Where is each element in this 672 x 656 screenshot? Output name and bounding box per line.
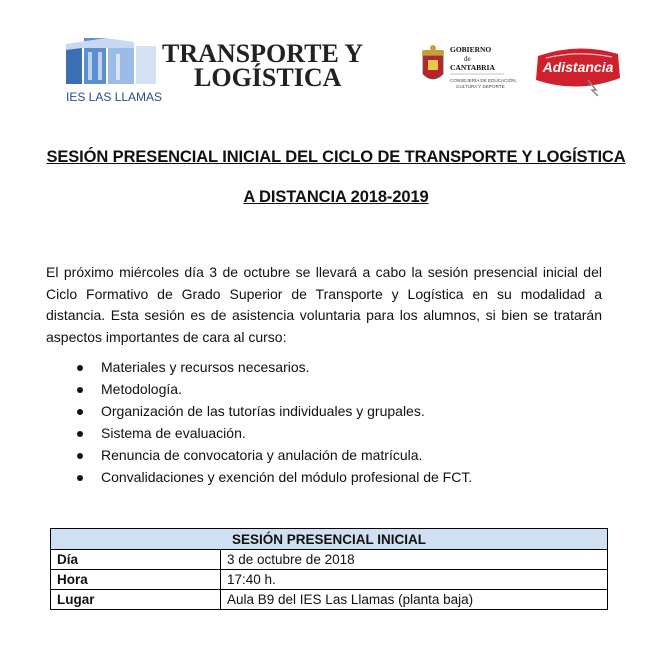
- list-item: [46, 401, 602, 423]
- topic-text: Convalidaciones y exención del módulo profesional de FCT.: [101, 469, 473, 485]
- coat-of-arms-icon: [422, 45, 444, 79]
- row-label: Lugar: [51, 590, 221, 610]
- gobierno-logo-sub1: CONSEJERÍA DE EDUCACIÓN,: [450, 78, 517, 83]
- document-title-line2: A DISTANCIA 2018-2019: [243, 188, 429, 206]
- document-title-line1: SESIÓN PRESENCIAL INICIAL DEL CICLO DE TRANSPORTE Y LOGÍSTICA: [46, 148, 626, 166]
- ies-logo-title-line1: TRANSPORTE Y: [162, 39, 364, 68]
- topic-text: Metodología.: [101, 381, 182, 397]
- gobierno-logo-sub2: CULTURA Y DEPORTE: [456, 84, 505, 89]
- list-item: [46, 445, 602, 467]
- gobierno-logo-line1: GOBIERNO: [450, 45, 492, 54]
- gobierno-logo-line2: de: [464, 55, 471, 63]
- gobierno-cantabria-logo: [420, 42, 517, 100]
- bullet-icon: [77, 475, 83, 481]
- gobierno-logo-line3: CANTABRIA: [450, 63, 495, 72]
- row-label: Día: [51, 550, 221, 570]
- bullet-icon: [77, 365, 83, 371]
- ies-logo-title-line2: LOGÍSTICA: [194, 63, 342, 92]
- session-info-table: [50, 528, 608, 610]
- topic-text: Renuncia de convocatoria y anulación de matrícula.: [101, 447, 423, 463]
- ies-logo-school: IES LAS LLAMAS: [66, 90, 163, 104]
- table-header-row: [51, 529, 608, 550]
- bullet-icon: [77, 387, 83, 393]
- row-value: Aula B9 del IES Las Llamas (planta baja): [221, 590, 608, 610]
- list-item: [46, 379, 602, 401]
- table-row: [51, 570, 608, 590]
- table-row: [51, 590, 608, 610]
- ies-las-llamas-logo: [62, 34, 382, 106]
- topic-text: Materiales y recursos necesarios.: [101, 359, 310, 375]
- intro-paragraph: El próximo miércoles día 3 de octubre se llevará a cabo la sesión presencial inicial del Ciclo Formativo de Grado Superior de Transporte y Logística en su modalidad a distancia. Esta sesión es de asistencia voluntaria para los alumnos, si bien se tratarán aspectos importantes de cara al curso:: [46, 264, 602, 345]
- list-item: [46, 357, 602, 379]
- list-item: [46, 423, 602, 445]
- bullet-icon: [77, 409, 83, 415]
- bullet-icon: [77, 453, 83, 459]
- adistancia-logo: [532, 44, 624, 96]
- adistancia-logo-text: Adistancia: [542, 59, 614, 75]
- row-value: 17:40 h.: [221, 570, 608, 590]
- list-item: [46, 467, 602, 489]
- table-row: [51, 550, 608, 570]
- row-label: Hora: [51, 570, 221, 590]
- row-value: 3 de octubre de 2018: [221, 550, 608, 570]
- topic-text: Organización de las tutorías individuales y grupales.: [101, 403, 425, 419]
- topic-text: Sistema de evaluación.: [101, 425, 246, 441]
- bullet-icon: [77, 431, 83, 437]
- topics-list: [46, 357, 602, 489]
- table-header: SESIÓN PRESENCIAL INICIAL: [51, 529, 608, 550]
